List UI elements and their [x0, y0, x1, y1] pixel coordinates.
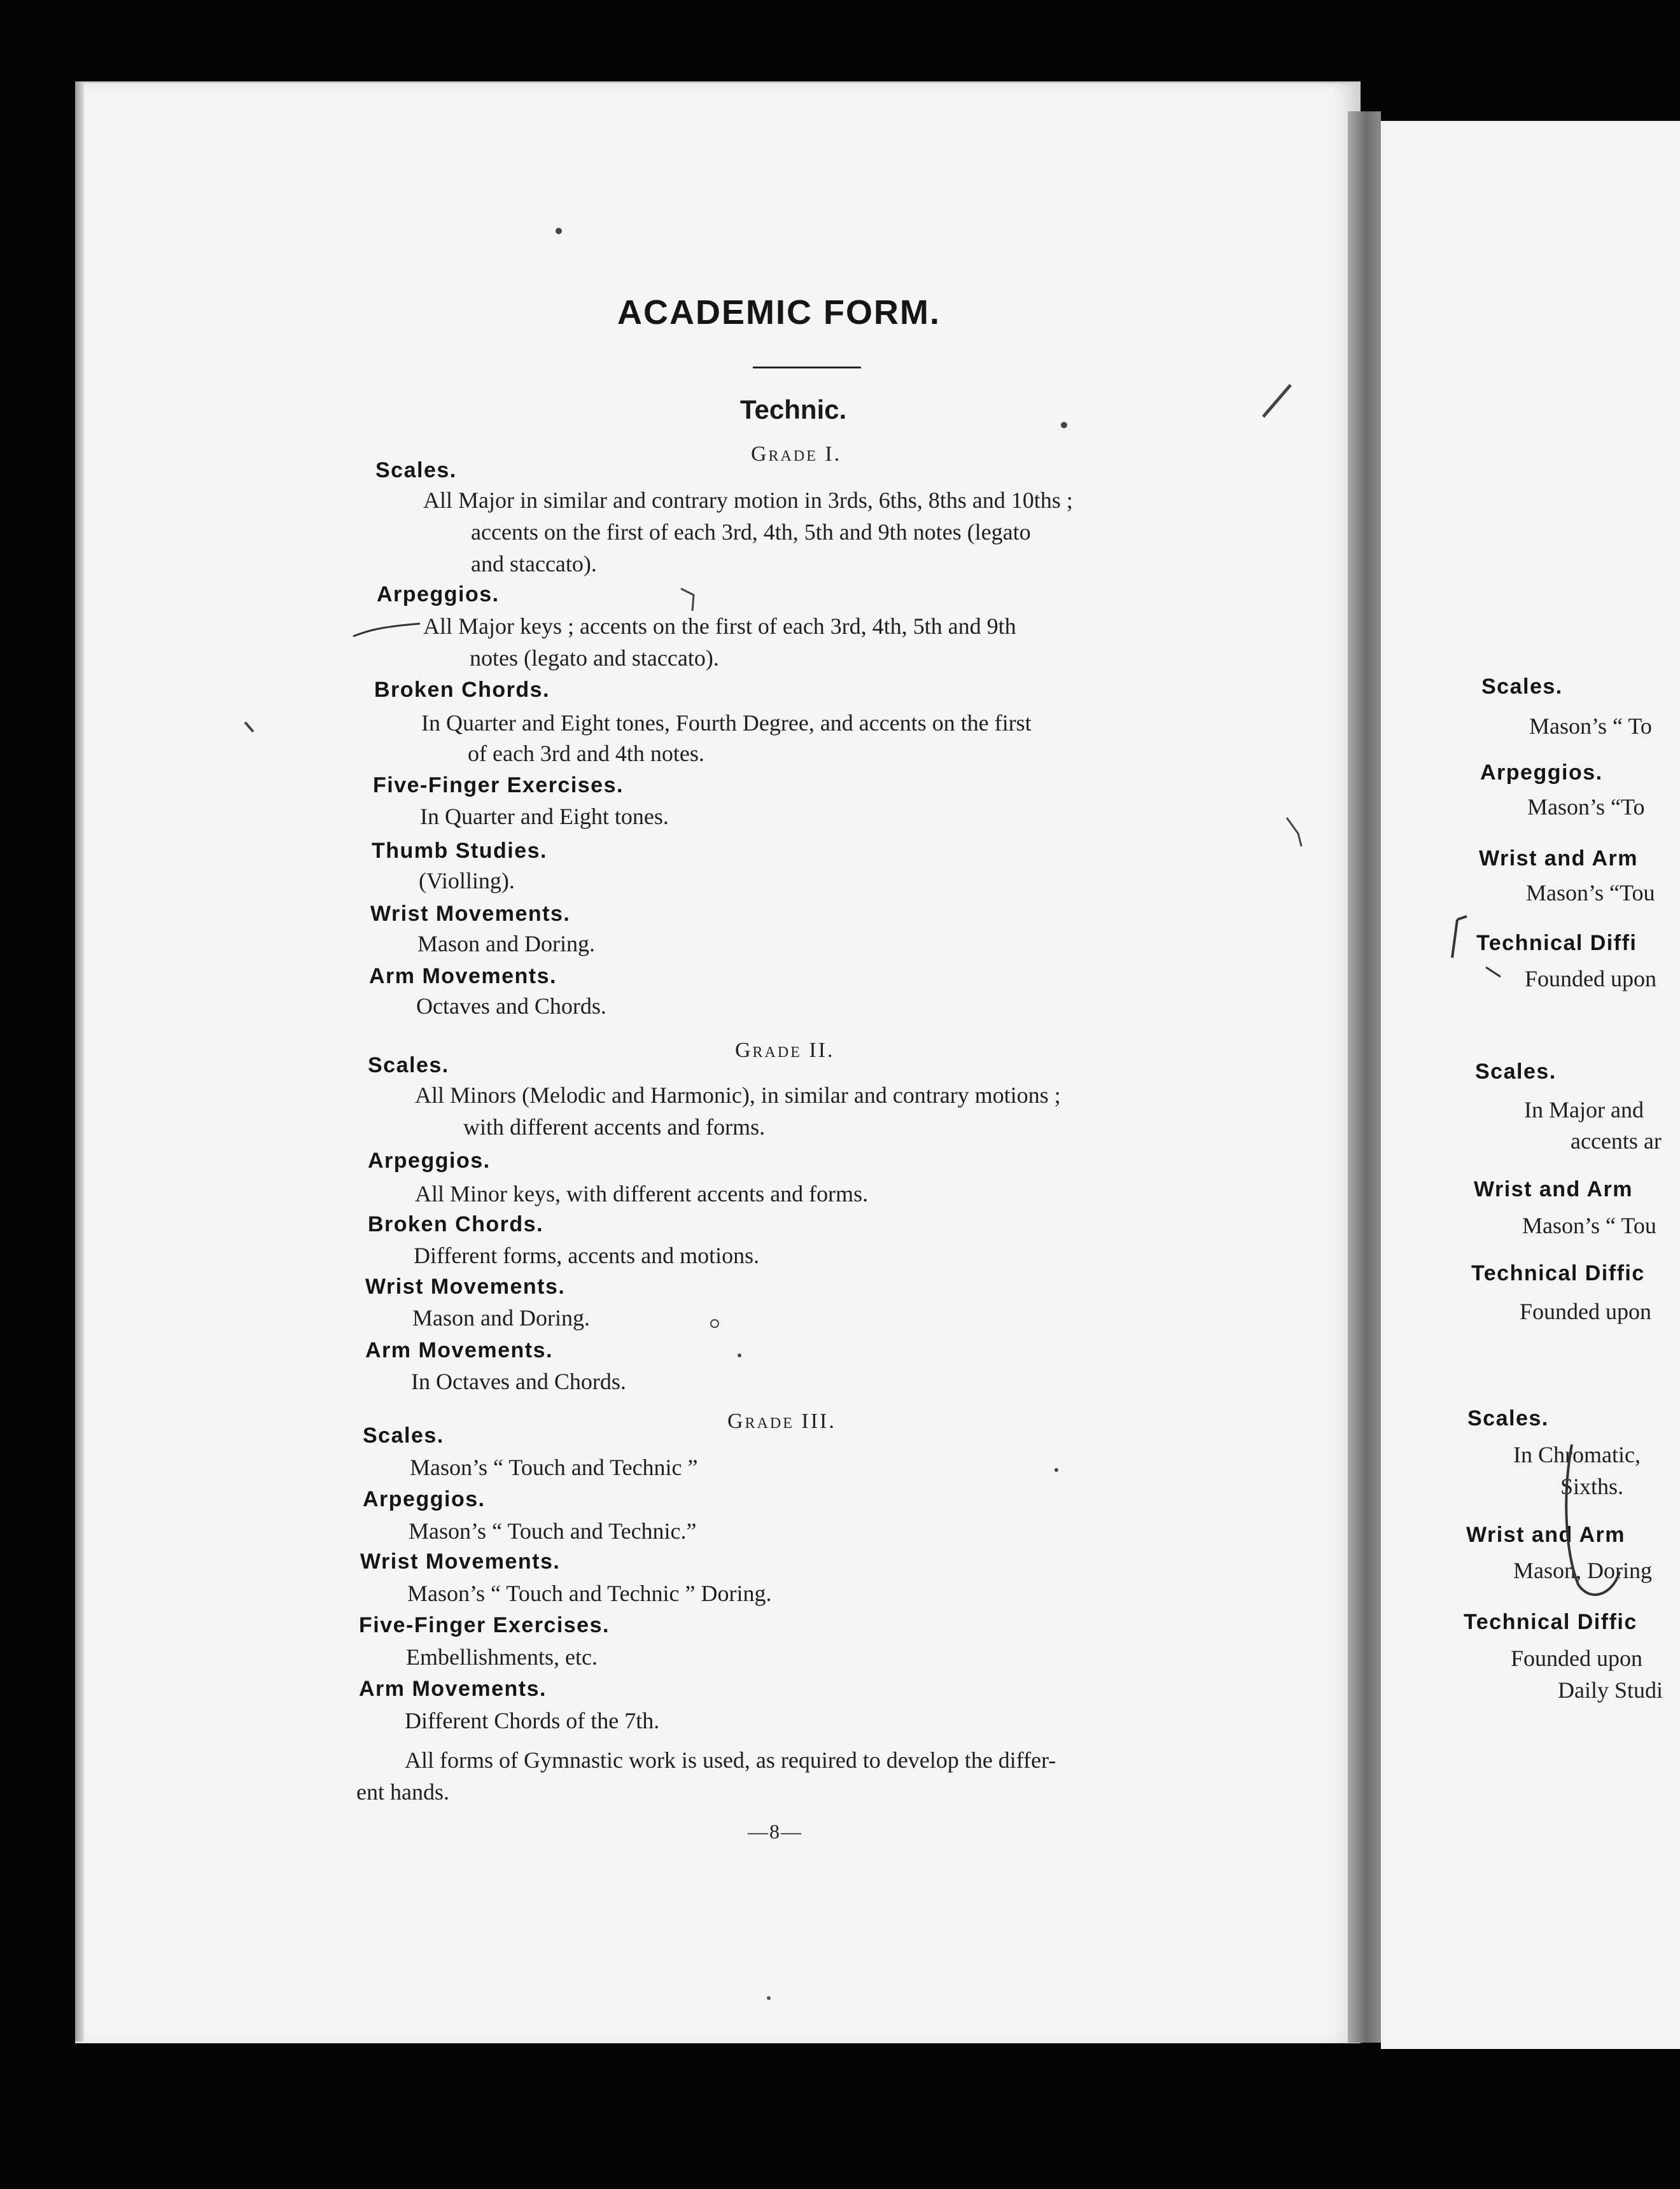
ink-speck — [767, 1996, 771, 2000]
body-line: Founded upon — [1525, 966, 1656, 991]
pen-stroke — [353, 624, 420, 636]
section-heading: Five-Finger Exercises. — [359, 1613, 610, 1637]
body-line: In Quarter and Eight tones. — [420, 804, 669, 829]
section-heading: Scales. — [368, 1053, 449, 1077]
grade-label: Grade II. — [735, 1039, 835, 1062]
section-heading: Technical Diffic — [1471, 1261, 1645, 1285]
section-heading: Wrist and Arm — [1474, 1177, 1633, 1201]
section-heading: Five-Finger Exercises. — [373, 773, 624, 797]
body-line: Mason’s “To — [1527, 794, 1645, 820]
body-line: Founded upon — [1520, 1299, 1651, 1324]
body-line: In Octaves and Chords. — [411, 1369, 626, 1394]
ink-speck — [1061, 422, 1067, 428]
pen-stroke — [1452, 920, 1457, 958]
body-line: Mason’s “ Touch and Technic ” — [410, 1455, 698, 1480]
section-heading: Technical Diffi — [1476, 931, 1637, 955]
body-line: Different Chords of the 7th. — [405, 1708, 660, 1733]
page-number: —8— — [748, 1820, 802, 1843]
body-line: Embellishments, etc. — [406, 1644, 598, 1670]
body-line: Mason’s “ Tou — [1522, 1213, 1656, 1238]
section-subtitle: Technic. — [740, 395, 847, 424]
body-line: Mason, Doring — [1513, 1558, 1652, 1583]
body-line: All Minor keys, with different accents and forms. — [415, 1181, 869, 1206]
grade-label: Grade I. — [751, 442, 842, 466]
body-line: All Major in similar and contrary motion in 3rds, 6ths, 8ths and 10ths ; — [423, 487, 1073, 513]
section-heading: Scales. — [1481, 675, 1563, 699]
ink-speck — [738, 1353, 741, 1357]
section-heading: Wrist and Arm — [1479, 846, 1638, 871]
section-heading: Broken Chords. — [368, 1212, 544, 1236]
section-heading: Arm Movements. — [359, 1677, 547, 1701]
body-line: (Violling). — [419, 868, 515, 893]
body-line: Founded upon — [1511, 1646, 1642, 1671]
body-line: In Chromatic, — [1513, 1442, 1641, 1467]
body-line: Mason and Doring. — [417, 931, 595, 956]
section-heading: Wrist Movements. — [360, 1549, 561, 1574]
pen-stroke — [245, 722, 253, 732]
section-heading: Scales. — [375, 458, 457, 482]
body-line: All Major keys ; accents on the first of each 3rd, 4th, 5th and 9th — [423, 613, 1016, 639]
section-heading: Arm Movements. — [365, 1338, 553, 1362]
body-line: Different forms, accents and motions. — [414, 1243, 760, 1268]
section-heading: Wrist Movements. — [365, 1275, 566, 1299]
body-line: Octaves and Chords. — [416, 993, 606, 1019]
closing-line: All forms of Gymnastic work is used, as required to develop the differ- — [405, 1747, 1056, 1773]
body-line: Mason’s “Tou — [1526, 880, 1655, 906]
page-title: ACADEMIC FORM. — [617, 293, 941, 332]
body-line: accents on the first of each 3rd, 4th, 5th and 9th notes (legato — [471, 519, 1031, 545]
ink-speck — [711, 1320, 718, 1327]
section-heading: Scales. — [1475, 1060, 1557, 1084]
pen-stroke — [1457, 916, 1467, 920]
body-line: Sixths. — [1560, 1474, 1624, 1499]
body-line: In Quarter and Eight tones, Fourth Degree, and accents on the first — [421, 710, 1032, 736]
body-line: Mason’s “ To — [1529, 713, 1652, 739]
body-line: Mason and Doring. — [412, 1305, 590, 1331]
section-heading: Arm Movements. — [369, 964, 557, 988]
pen-stroke — [1486, 967, 1501, 977]
pen-stroke — [681, 589, 694, 611]
section-heading: Arpeggios. — [363, 1487, 486, 1511]
pen-stroke — [1263, 385, 1291, 417]
body-line: Daily Studi — [1558, 1677, 1663, 1703]
grade-label: Grade III. — [727, 1409, 836, 1433]
section-heading: Broken Chords. — [374, 678, 550, 702]
section-heading: Arpeggios. — [377, 582, 500, 606]
body-line: In Major and — [1524, 1097, 1644, 1122]
section-heading: Arpeggios. — [1480, 760, 1603, 785]
ink-speck — [1054, 1468, 1058, 1472]
body-line: and staccato). — [471, 551, 597, 577]
section-heading: Technical Diffic — [1464, 1610, 1637, 1634]
section-heading: Arpeggios. — [368, 1149, 491, 1173]
ink-speck — [556, 228, 562, 234]
section-heading: Scales. — [1467, 1406, 1549, 1430]
section-heading: Wrist Movements. — [370, 902, 571, 926]
body-line: accents ar — [1571, 1128, 1662, 1154]
body-line: All Minors (Melodic and Harmonic), in similar and contrary motions ; — [415, 1082, 1061, 1108]
body-line: notes (legato and staccato). — [470, 645, 719, 671]
body-line: with different accents and forms. — [463, 1114, 766, 1140]
section-heading: Thumb Studies. — [372, 839, 547, 863]
body-line: Mason’s “ Touch and Technic ” Doring. — [407, 1581, 772, 1606]
body-line: of each 3rd and 4th notes. — [468, 741, 704, 766]
body-line: Mason’s “ Touch and Technic.” — [409, 1518, 697, 1544]
section-heading: Scales. — [363, 1423, 444, 1448]
closing-line: ent hands. — [356, 1779, 449, 1805]
pen-stroke — [1287, 818, 1301, 846]
section-heading: Wrist and Arm — [1466, 1523, 1625, 1547]
pen-stroke — [1566, 1444, 1620, 1595]
